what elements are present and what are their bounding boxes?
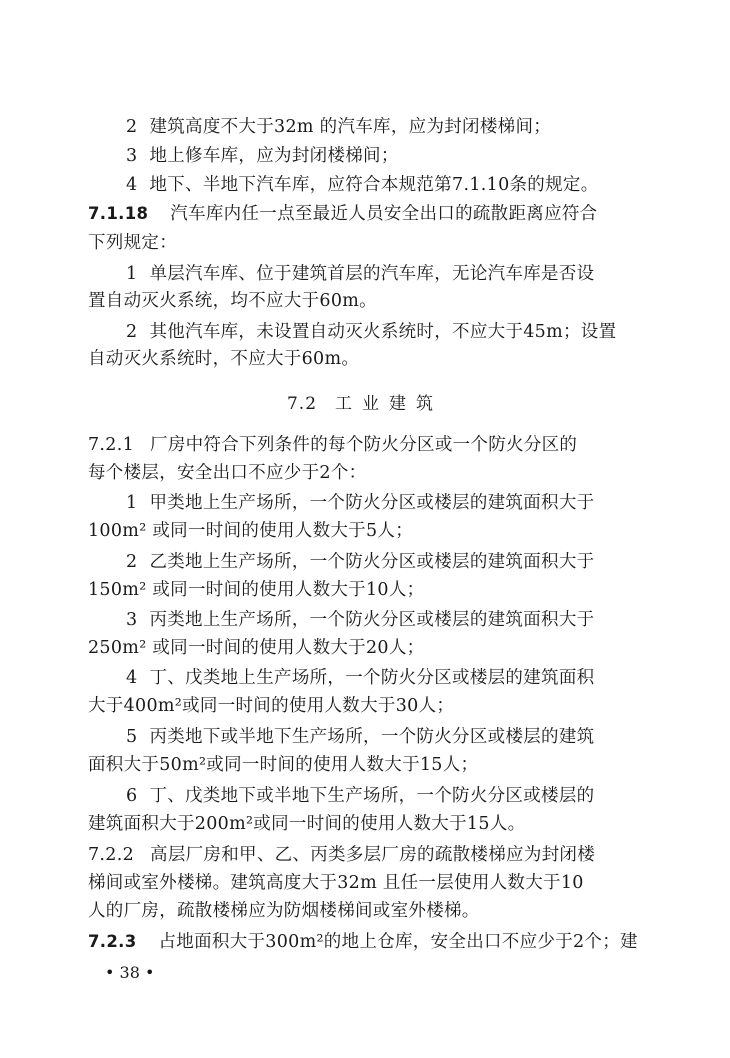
item-number: 5	[126, 727, 138, 747]
item-text: 丙类地上生产场所，一个防火分区或楼层的建筑面积大于	[149, 610, 595, 630]
clause-number: 7.2.3	[88, 932, 137, 951]
item-text-continued: 面积大于50m²或同一时间的使用人数大于15人；	[88, 755, 479, 775]
list-item	[126, 725, 640, 749]
item-text-continued: 大于400m²或同一时间的使用人数大于30人；	[88, 696, 455, 716]
list-item	[126, 491, 640, 515]
item-number: 1	[126, 264, 138, 284]
item-number: 2	[126, 552, 138, 572]
list-item	[126, 144, 640, 168]
section-number: 7.2	[286, 394, 318, 414]
item-number: 1	[126, 493, 138, 513]
item-text: 地上修车库，应为封闭楼梯间；	[149, 146, 399, 166]
item-text: 建筑高度不大于32m 的汽车库，应为封闭楼梯间；	[149, 117, 552, 137]
item-text: 丁、戊类地下或半地下生产场所，一个防火分区或楼层的	[149, 786, 595, 806]
list-item	[126, 550, 640, 574]
item-text: 乙类地上生产场所，一个防火分区或楼层的建筑面积大于	[149, 552, 595, 572]
clause-text-continued: 每个楼层，安全出口不应少于2个：	[88, 463, 367, 483]
item-text: 单层汽车库、位于建筑首层的汽车库，无论汽车库是否设	[149, 264, 595, 284]
clause-text: 占地面积大于300m²的地上仓库，安全出口不应少于2个；建	[158, 932, 638, 952]
item-text-continued: 建筑面积大于200m²或同一时间的使用人数大于15人。	[88, 814, 526, 834]
clause-text-continued: 梯间或室外楼梯。建筑高度大于32m 且任一层使用人数大于10	[88, 873, 584, 893]
item-number: 6	[126, 786, 138, 806]
clause-text-continued: 人的厂房，疏散楼梯应为防烟楼梯间或室外楼梯。	[88, 901, 480, 921]
list-item	[126, 784, 640, 808]
list-item	[126, 262, 640, 286]
item-number: 2	[126, 322, 138, 342]
clause-number: 7.1.18	[88, 204, 149, 223]
item-number: 3	[126, 610, 138, 630]
clause-text: 高层厂房和甲、乙、丙类多层厂房的疏散楼梯应为封闭楼	[150, 845, 596, 865]
clause-text: 汽车库内任一点至最近人员安全出口的疏散距离应符合	[170, 204, 598, 224]
item-text-continued: 置自动灭火系统，均不应大于60m。	[88, 291, 377, 311]
clause-text: 厂房中符合下列条件的每个防火分区或一个防火分区的	[150, 435, 578, 455]
item-text: 其他汽车库，未设置自动灭火系统时，不应大于45m；设置	[149, 322, 617, 342]
item-number: 4	[126, 668, 138, 688]
clause-number: 7.2.2	[88, 845, 135, 865]
item-number: 4	[126, 175, 138, 195]
clause-number: 7.2.1	[88, 435, 135, 455]
list-item	[126, 666, 640, 690]
item-text-continued: 100m² 或同一时间的使用人数大于5人；	[88, 521, 414, 541]
clause-7-2-2	[88, 843, 640, 867]
section-heading	[0, 392, 730, 416]
clause-7-2-3	[88, 930, 640, 954]
page-number: • 38 •	[105, 963, 155, 982]
list-item	[126, 320, 640, 344]
item-text-continued: 150m² 或同一时间的使用人数大于10人；	[88, 580, 425, 600]
clause-7-1-18	[88, 202, 640, 226]
item-text: 甲类地上生产场所，一个防火分区或楼层的建筑面积大于	[149, 493, 595, 513]
list-item	[126, 115, 640, 139]
item-text: 地下、半地下汽车库，应符合本规范第7.1.10条的规定。	[149, 175, 599, 195]
item-number: 2	[126, 117, 138, 137]
list-item	[126, 608, 640, 632]
item-text-continued: 250m² 或同一时间的使用人数大于20人；	[88, 638, 425, 658]
clause-7-2-1	[88, 433, 640, 457]
section-title: 工业建筑	[335, 394, 444, 414]
item-text: 丙类地下或半地下生产场所，一个防火分区或楼层的建筑	[149, 727, 595, 747]
item-text-continued: 自动灭火系统时，不应大于60m。	[88, 349, 360, 369]
list-item	[126, 173, 640, 197]
item-number: 3	[126, 146, 138, 166]
item-text: 丁、戊类地上生产场所，一个防火分区或楼层的建筑面积	[149, 668, 595, 688]
clause-text-continued: 下列规定：	[88, 233, 177, 253]
